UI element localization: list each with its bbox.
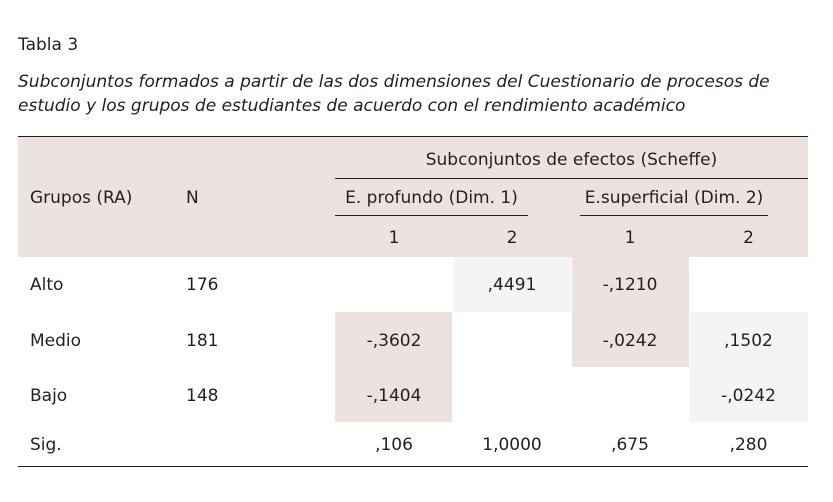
bottom-rule xyxy=(18,466,808,467)
sig-label: Sig. xyxy=(30,435,62,455)
table-caption: Subconjuntos formados a partir de las dos dimensiones del Cuestionario de procesos de estudio y los grupos de estudiantes de acuerdo con el rendimiento académico xyxy=(18,72,770,116)
n-header: N xyxy=(186,188,199,208)
row-n: 181 xyxy=(186,331,219,351)
row-n: 176 xyxy=(186,275,219,295)
row-group-label: Bajo xyxy=(30,386,68,406)
subsets-rule xyxy=(335,178,808,179)
sig-value: 1,0000 xyxy=(482,435,542,455)
sub-col-header: 1 xyxy=(388,228,400,248)
row-group-label: Medio xyxy=(30,331,82,351)
dim2-header: E.superficial (Dim. 2) xyxy=(584,188,764,208)
top-rule xyxy=(18,136,808,137)
sig-value: ,675 xyxy=(611,435,649,455)
sig-value: ,106 xyxy=(375,435,413,455)
table-cell: ,1502 xyxy=(724,331,773,351)
dim1-header: E. profundo (Dim. 1) xyxy=(345,188,518,208)
table-cell: -,1404 xyxy=(366,386,422,406)
table-label: Tabla 3 xyxy=(18,35,79,55)
row-group-label: Alto xyxy=(30,275,64,295)
dim1-rule xyxy=(335,215,528,216)
table-cell: -,0242 xyxy=(602,331,658,351)
dim2-rule xyxy=(580,215,768,216)
table-cell: ,4491 xyxy=(487,275,537,295)
table-cell: -,3602 xyxy=(366,331,422,351)
groups-header: Grupos (RA) xyxy=(30,188,133,208)
sub-col-header: 2 xyxy=(743,228,754,248)
results-table xyxy=(18,136,808,468)
subsets-header: Subconjuntos de efectos (Scheffe) xyxy=(425,150,718,170)
table-cell: -,0242 xyxy=(721,386,776,406)
sig-value: ,280 xyxy=(729,435,768,455)
sub-col-header: 2 xyxy=(506,228,518,248)
row-n: 148 xyxy=(186,386,219,406)
sub-col-header: 1 xyxy=(624,228,636,248)
table-cell: -,1210 xyxy=(602,275,658,295)
